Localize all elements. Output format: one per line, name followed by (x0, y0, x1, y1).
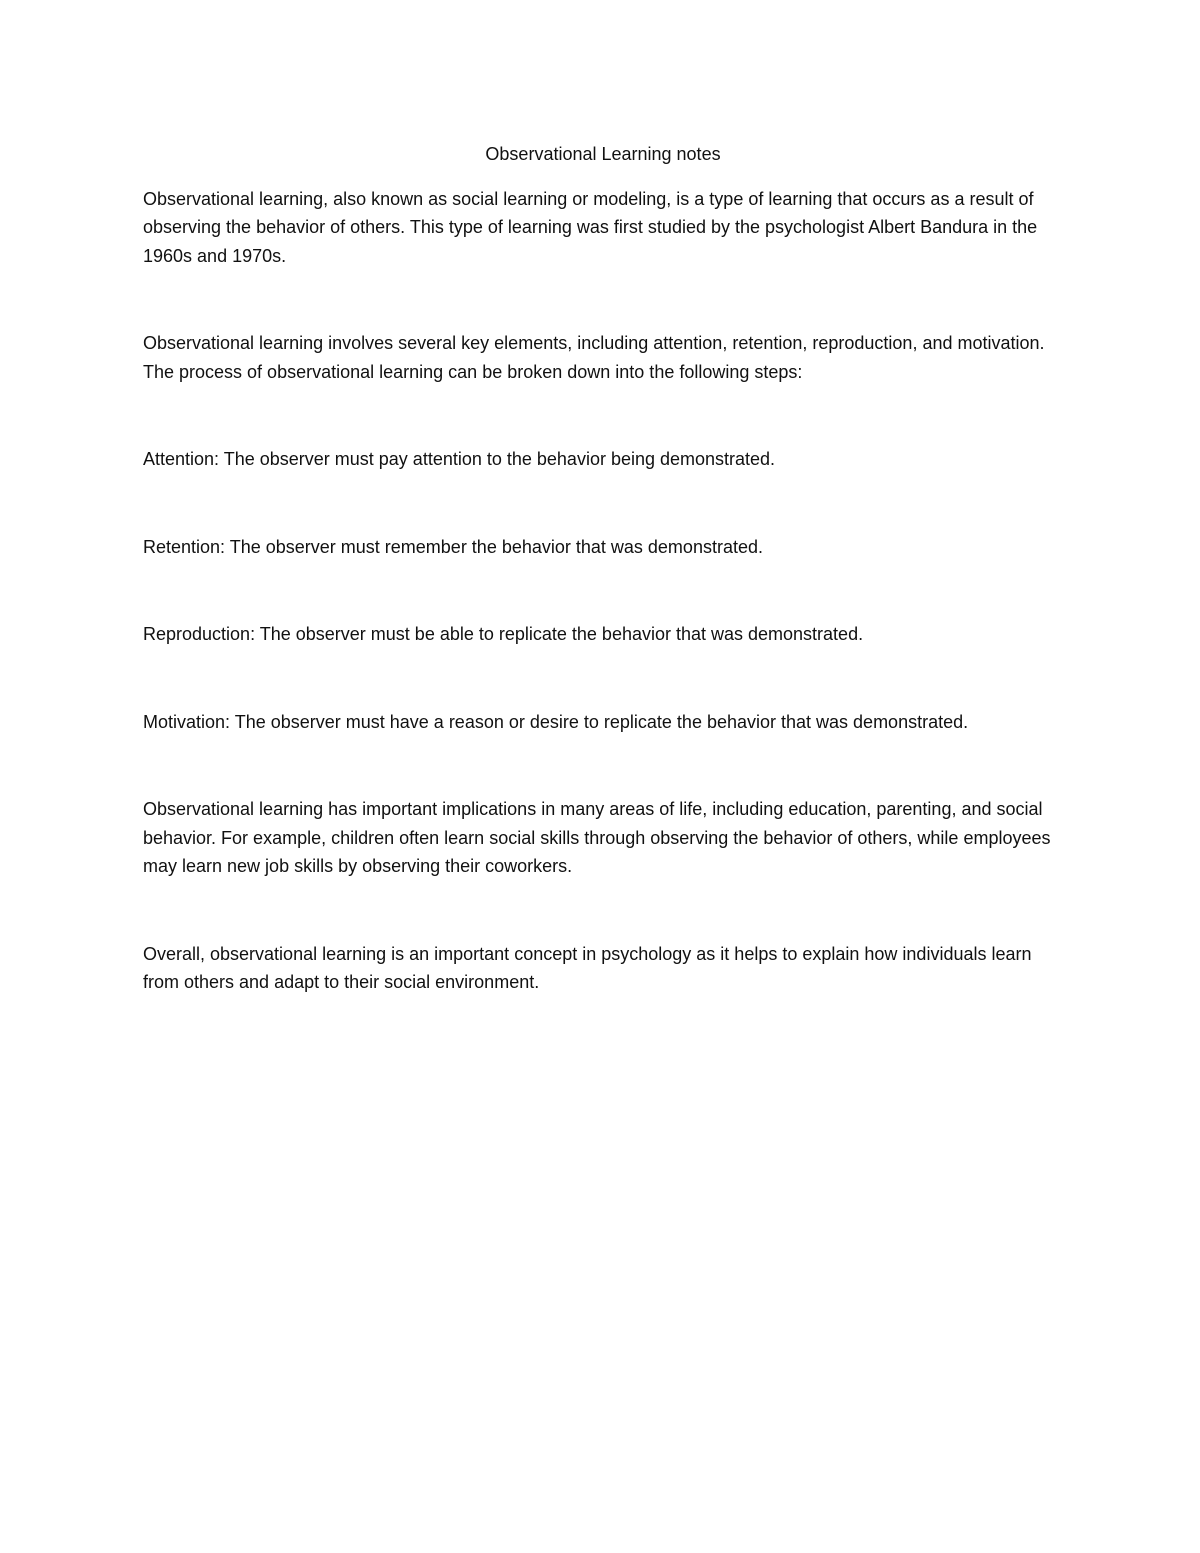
paragraph-implications: Observational learning has important implications in many areas of life, including education, parenting, and social behavior. For example, children often learn social skills through observing the behavior of others, while employees may learn new job skills by observing their coworkers. (143, 799, 1051, 876)
paragraph-retention: Retention: The observer must remember the behavior that was demonstrated. (143, 536, 763, 557)
paragraph-intro: Observational learning, also known as social learning or modeling, is a type of learning that occurs as a result of observing the behavior of others. This type of learning was first studied by the psychologist Albert Bandura in the 1960s and 1970s. (143, 188, 1038, 266)
paragraph-attention: Attention: The observer must pay attention to the behavior being demonstrated. (143, 449, 776, 469)
paragraph-key-elements: Observational learning involves several key elements, including attention, retention, reproduction, and motivation. The process of observational learning can be broken down into the following steps: (143, 333, 1045, 382)
document-title: Observational Learning notes (485, 144, 721, 164)
paragraph-motivation: Motivation: The observer must have a reason or desire to replicate the behavior that was demonstrated. (143, 711, 969, 732)
document-body (143, 140, 1063, 997)
paragraph-overall: Overall, observational learning is an important concept in psychology as it helps to explain how individuals learn from others and adapt to their social environment. (143, 943, 1032, 992)
paragraph-reproduction: Reproduction: The observer must be able to replicate the behavior that was demonstrated. (143, 624, 864, 644)
